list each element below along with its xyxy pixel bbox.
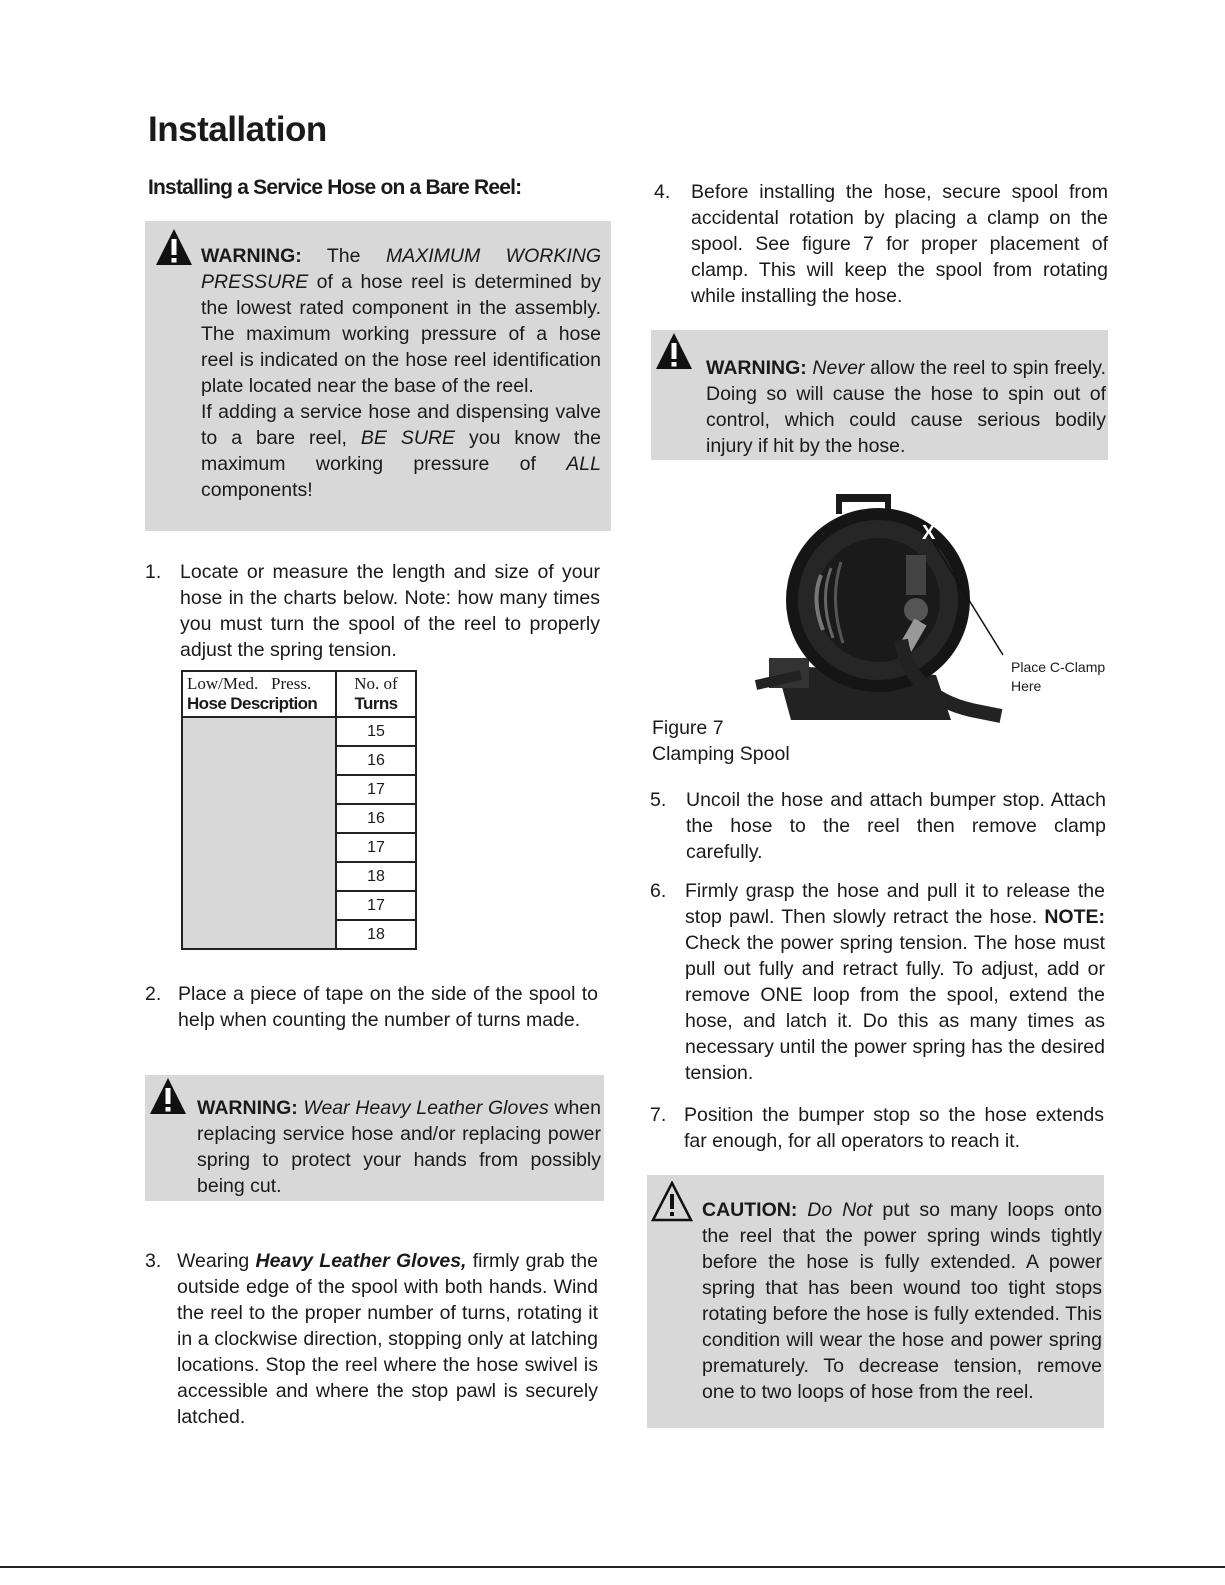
step-text-part: Wearing [177,1250,256,1272]
caution-label: CAUTION: [702,1199,798,1221]
header-line: Low/Med. Press. [187,674,312,693]
warning-emphasis: MAXIMUM WORKING PRESSURE [201,245,601,293]
step-number: 7. [650,1104,667,1126]
turns-cell: 16 [336,746,416,775]
warning-text [201,243,601,503]
turns-cell: 17 [336,833,416,862]
callout-line: Here [1011,678,1042,694]
figure-callout [1011,658,1105,696]
caution-box [647,1175,1104,1428]
turns-cell: 15 [336,717,416,746]
turns-cell: 16 [336,804,416,833]
warning-emphasis: Never [806,357,865,379]
warning-triangle-icon [148,1076,188,1116]
warning-text-part: If adding a service hose and dispensing valve to a bare reel, [201,401,601,449]
step-number: 1. [145,561,162,583]
step-number: 6. [650,880,667,902]
warning-text [706,355,1106,459]
warning-text-part: of a hose reel is determined by the lowest rated component in the assembly. The maximum working pressure of a hose reel is indicated on the hose reel identification plate located near the base of the reel. [201,271,601,397]
description-cell [182,717,336,949]
step-text [177,1248,598,1430]
page-title: Installation [148,110,327,149]
step-number: 4. [654,181,671,203]
warning-label: WARNING: [201,245,302,267]
table-header-row [182,671,416,717]
table-row [182,717,416,746]
turns-cell: 18 [336,920,416,949]
warning-emphasis: Wear Heavy Leather Gloves [297,1097,549,1119]
warning-triangle-icon [154,227,194,267]
step-text: Position the bumper stop so the hose extends far enough, for all operators to reach it. [684,1104,1104,1152]
table-header-cell [182,671,336,717]
warning-emphasis: BE SURE [360,427,456,449]
caution-text-part: put so many loops onto the reel that the power spring winds tightly before the hose is fully extended. A power spring that has been wound too tight stops rotating before the hose is fully extended. This condition will wear the hose and power spring prematurely. To decrease tension, remove one to two loops of hose from the reel. [702,1199,1103,1403]
warning-label: WARNING: [197,1097,298,1119]
step-text: Before installing the hose, secure spool from accidental rotation by placing a clamp on the spool. See figure 7 for proper placement of clamp. This will keep the spool from rotating while installing the hose. [691,181,1108,307]
step-emphasis: Heavy Leather Gloves, [255,1250,467,1272]
header-line: Turns [354,694,398,713]
note-label: NOTE: [1044,906,1105,928]
warning-text-part: when replacing service hose and/or replacing power spring to protect your hands from possibly being cut. [197,1097,601,1197]
table-header-cell [336,671,416,717]
page-bottom-rule [0,1566,1225,1568]
warning-triangle-icon [654,331,694,371]
warning-text-part: you know the maximum working pressure of [201,427,602,475]
warning-box-max-pressure [145,221,611,531]
turns-cell: 18 [336,862,416,891]
turns-table [181,670,417,950]
step-text: Uncoil the hose and attach bumper stop. Attach the hose to the reel then remove clamp carefully. [686,789,1106,863]
caption-line: Figure 7 [652,717,724,739]
warning-box-gloves [145,1075,604,1201]
figure-caption [652,715,790,767]
step-text: Place a piece of tape on the side of the spool to help when counting the number of turns made. [178,983,598,1031]
warning-label: WARNING: [706,357,807,379]
caution-text [702,1197,1102,1405]
step-text-part: Check the power spring tension. The hose must pull out fully and retract fully. To adjust, add or remove ONE loop from the spool, extend the hose, and latch it. Do this as many times as necessary until the power spring has the desired tension. [685,932,1105,1084]
step-text-part: firmly grab the outside edge of the spool with both hands. Wind the reel to the proper number of turns, rotating it in a clockwise direction, stopping only at latching locations. Stop the reel where the hose swivel is accessible and where the stop pawl is securely latched. [177,1250,598,1428]
hose-reel-illustration [651,480,1121,740]
step-text [685,878,1105,1086]
step-text-part: Firmly grasp the hose and pull it to release the stop pawl. Then slowly retract the hose. [685,880,1105,928]
turns-cell: 17 [336,775,416,804]
caution-triangle-icon [650,1181,694,1223]
step-text: Locate or measure the length and size of your hose in the charts below. Note: how many times you must turn the spool of the reel to properly adjust the spring tension. [180,561,600,661]
caption-line: Clamping Spool [652,743,790,765]
warning-text-part: components! [201,479,313,501]
turns-cell: 17 [336,891,416,920]
caution-emphasis: Do Not [797,1199,873,1221]
section-heading: Installing a Service Hose on a Bare Reel: [148,176,522,199]
warning-box-spin [651,330,1108,460]
callout-line: Place C-Clamp [1011,659,1106,675]
warning-text [197,1095,601,1199]
header-line: No. of [354,674,398,693]
figure-7 [651,480,1121,780]
warning-emphasis: ALL [566,453,601,475]
step-number: 5. [650,789,667,811]
step-number: 2. [145,983,162,1005]
warning-text-part: allow the reel to spin freely. Doing so will cause the hose to spin out of control, which could cause serious bodily injury if hit by the hose. [706,357,1106,457]
clamp-mark-x: X [922,522,936,544]
warning-text-part: The [301,245,386,267]
step-number: 3. [145,1250,162,1272]
header-line: Hose Description [187,694,318,713]
